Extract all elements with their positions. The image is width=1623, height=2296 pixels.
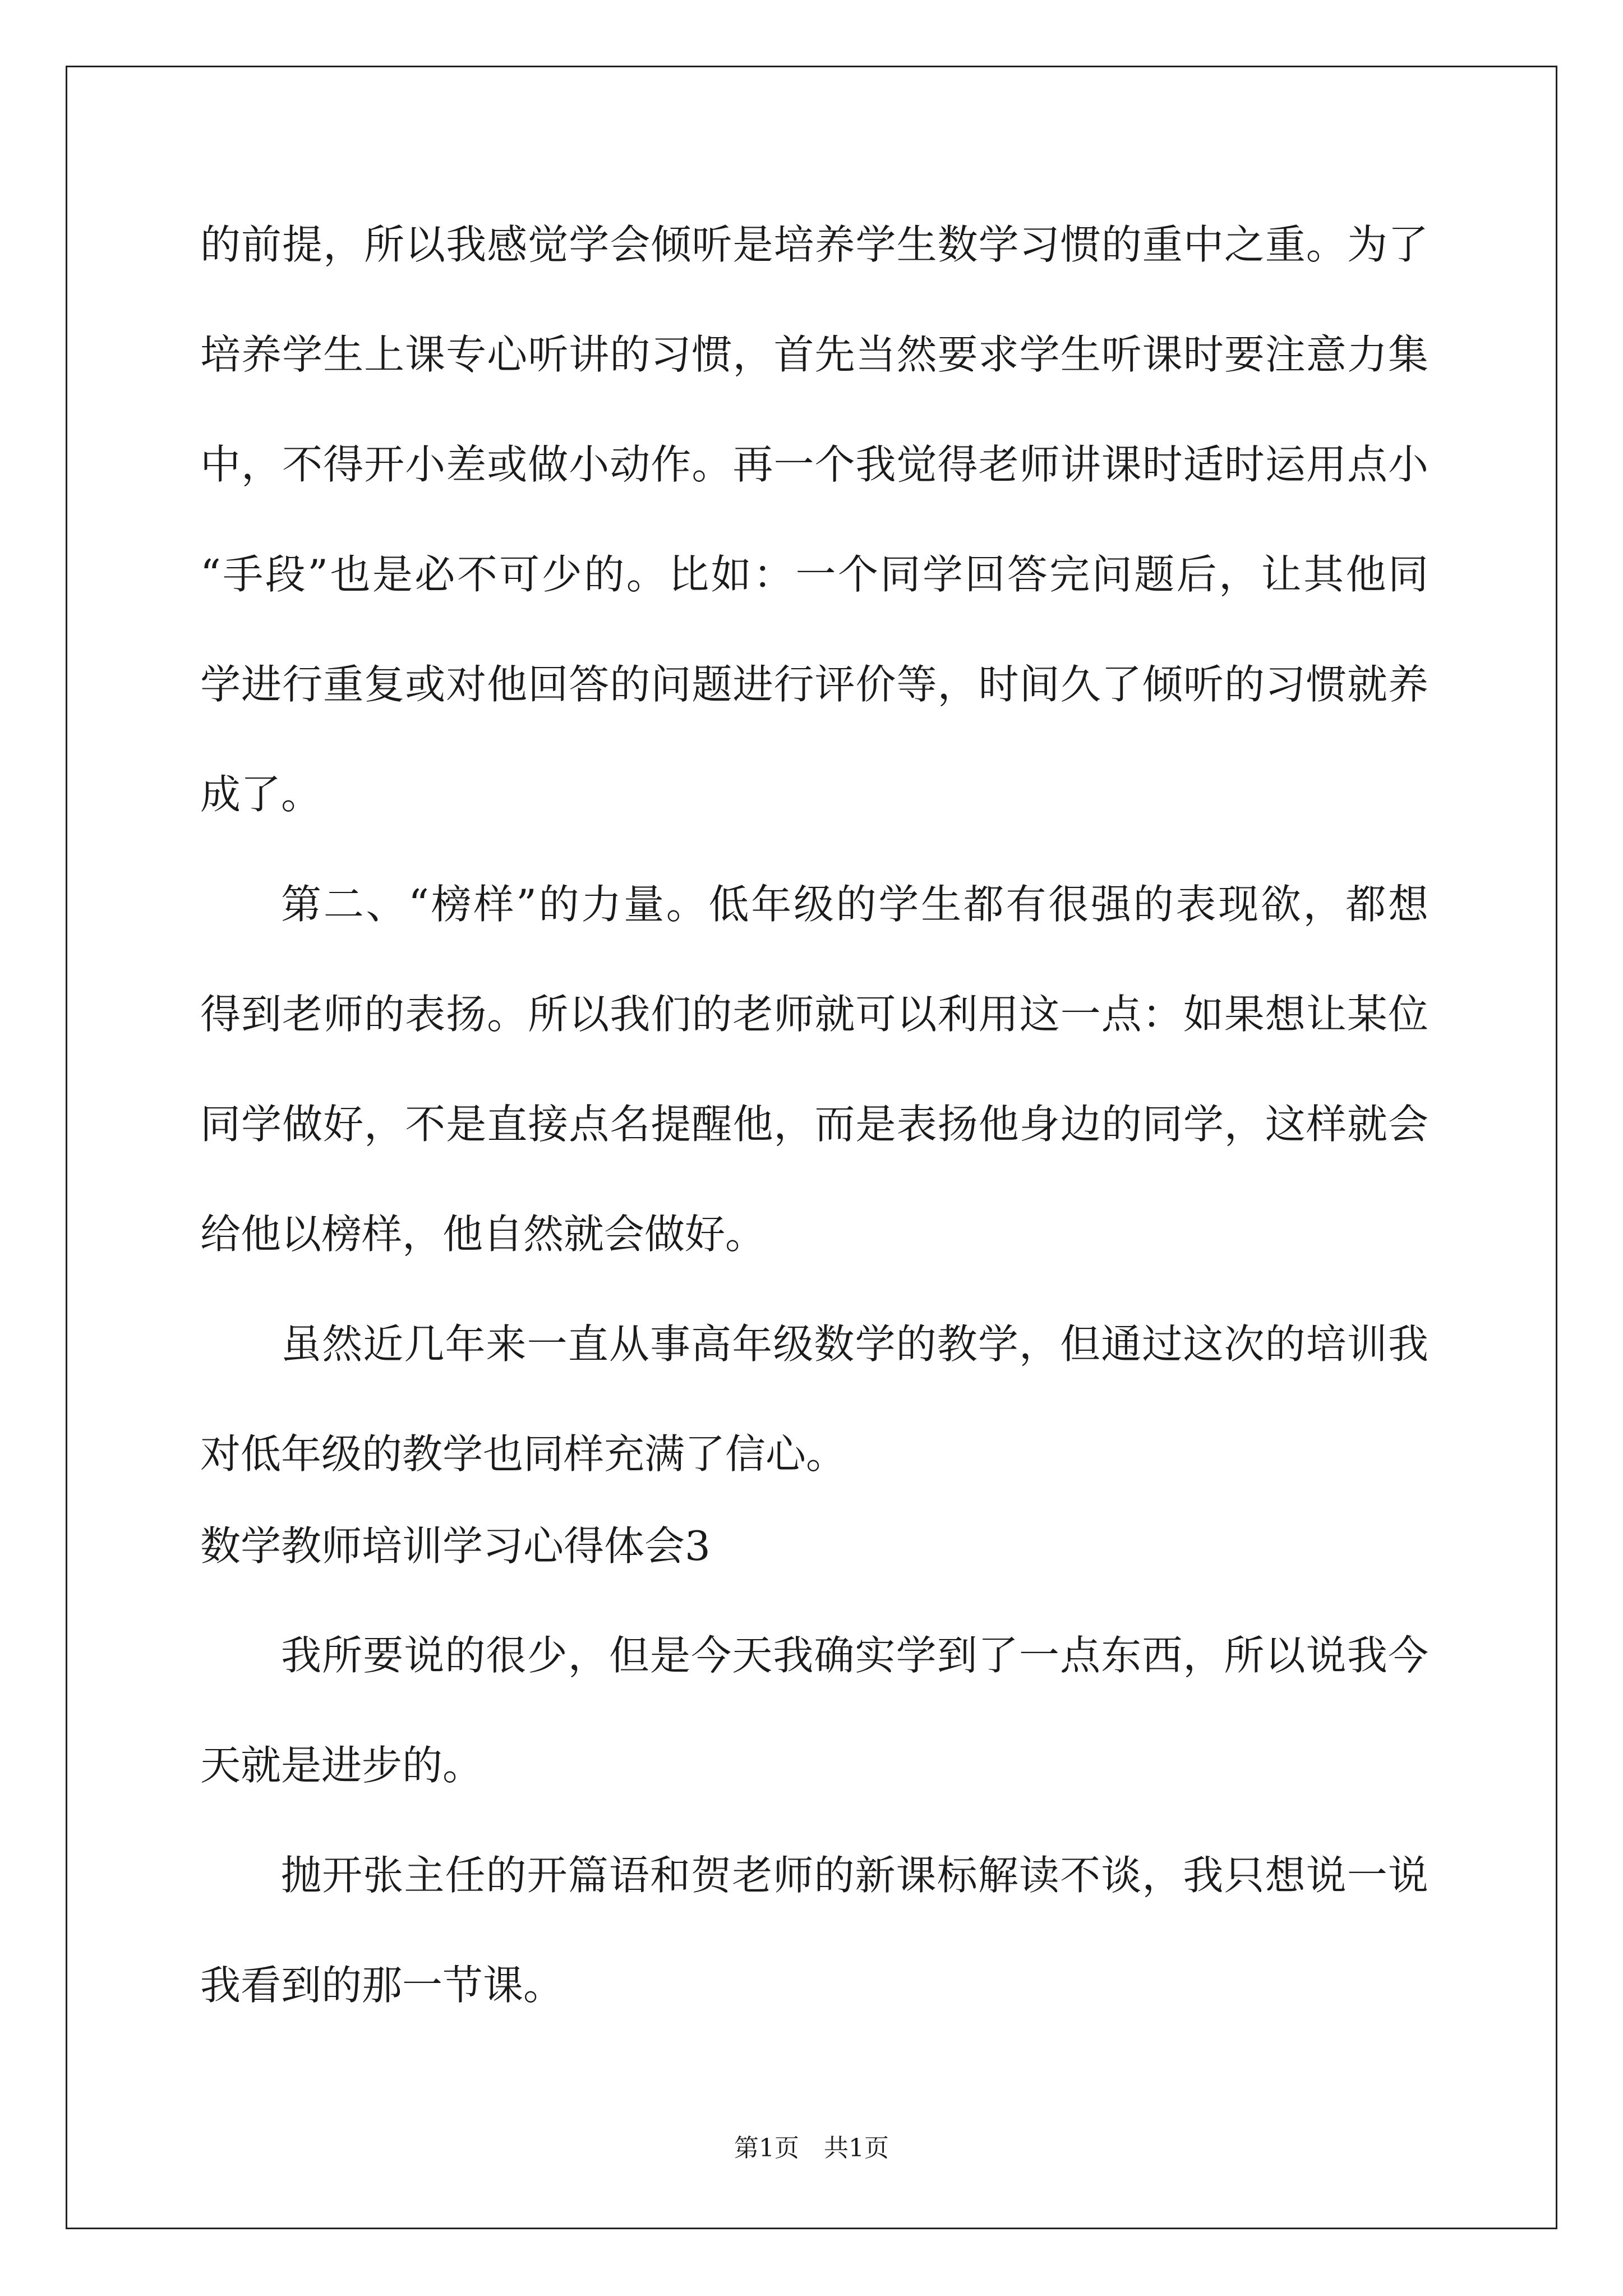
paragraph-first-line: 虽然近几年来一直从事高年级数学的教学，但通过这次的培训我 <box>281 1320 1428 1368</box>
page-number-footer: 第1页 共1页 <box>734 2134 889 2162</box>
section-heading: 数学教师培训学习心得体会3 <box>200 1522 711 1570</box>
text-line: 给他以榜样，他自然就会做好。 <box>200 1211 766 1258</box>
text-line: 得到老师的表扬。所以我们的老师就可以利用这一点：如果想让某位 <box>200 991 1428 1038</box>
text-line: 培养学生上课专心听讲的习惯，首先当然要求学生听课时要注意力集 <box>200 331 1428 378</box>
text-line: 成了。 <box>200 771 322 818</box>
text-line: 我看到的那一节课。 <box>200 1962 564 2009</box>
text-line: 对低年级的教学也同样充满了信心。 <box>200 1430 847 1478</box>
text-line: 同学做好，不是直接点名提醒他，而是表扬他身边的同学，这样就会 <box>200 1101 1428 1148</box>
paragraph-first-line: 我所要说的很少，但是今天我确实学到了一点东西，所以说我今 <box>281 1632 1428 1679</box>
paragraph-first-line: 第二、“榜样”的力量。低年级的学生都有很强的表现欲，都想 <box>281 881 1428 928</box>
text-line: “手段”也是必不可少的。比如：一个同学回答完问题后，让其他同 <box>200 551 1428 598</box>
text-line: 中，不得开小差或做小动作。再一个我觉得老师讲课时适时运用点小 <box>200 441 1428 488</box>
text-line: 学进行重复或对他回答的问题进行评价等，时间久了倾听的习惯就养 <box>200 661 1428 708</box>
paragraph-first-line: 抛开张主任的开篇语和贺老师的新课标解读不谈，我只想说一说 <box>281 1852 1428 1899</box>
text-line: 的前提，所以我感觉学会倾听是培养学生数学习惯的重中之重。为了 <box>200 221 1428 268</box>
text-line: 天就是进步的。 <box>200 1742 483 1789</box>
